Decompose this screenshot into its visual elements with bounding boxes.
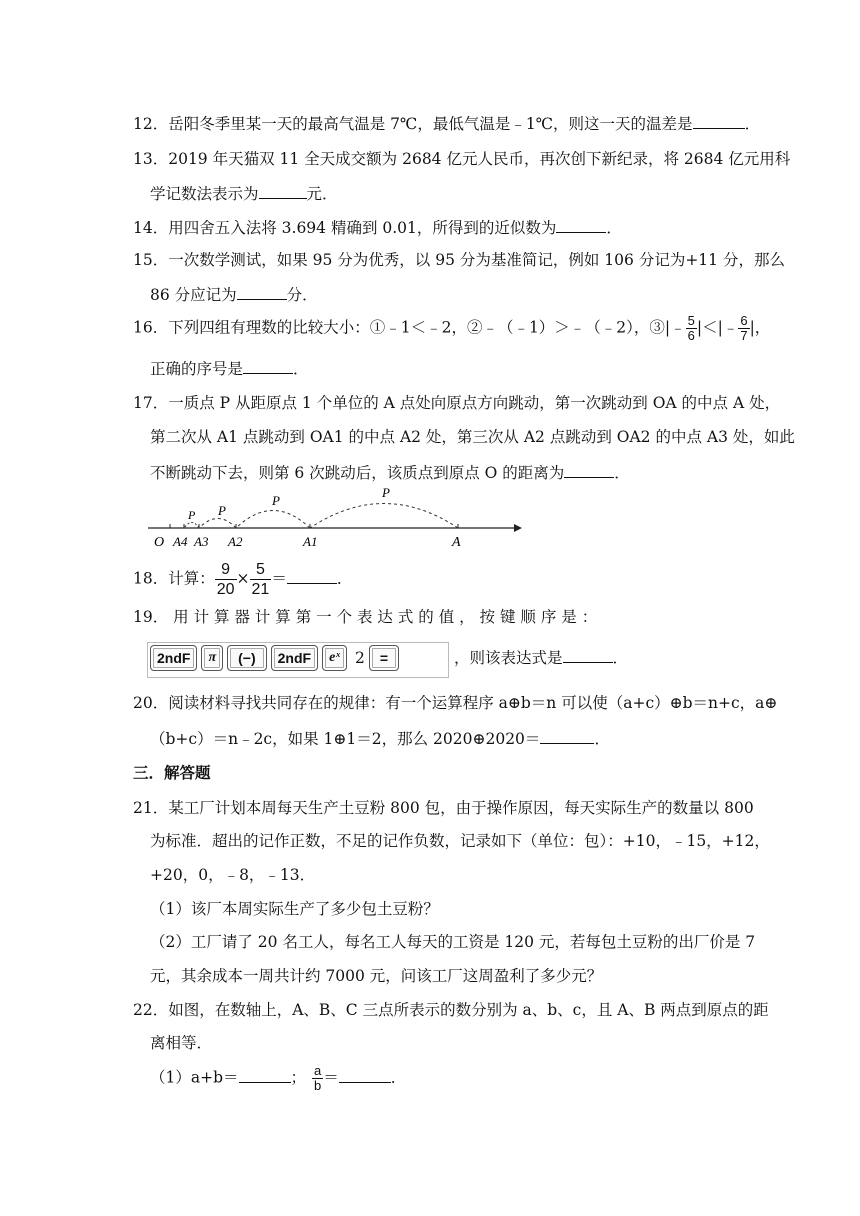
key-exp: eˣ	[322, 645, 347, 671]
q15-line1: 15．一次数学测试，如果 95 分为优秀，以 95 分为基准简记，例如 106 分记为+11 分，那么	[133, 251, 785, 269]
q21-sub2-line2: 元，其余成本一周共计约 7000 元，问该工厂这周盈利了多少元？	[150, 967, 603, 985]
q21-sub2-line1: （2）工厂请了 20 名工人，每名工人每天的工资是 120 元，若每包土豆粉的出厂价是 7	[150, 933, 756, 951]
fraction-a-b: $\frac{a}{b}$	[314, 1063, 322, 1093]
answer-blank	[540, 727, 594, 744]
q18: 18．计算： $\frac{9}{20}$ × $\frac{5}{21}$ ＝ ．	[133, 561, 353, 598]
q21-line2: 为标准．超出的记作正数，不足的记作负数，记录如下（单位：包）：+10，﹣15，+12，	[150, 832, 770, 850]
number-line-figure	[148, 483, 524, 555]
section-heading: 三．解答题	[133, 765, 211, 782]
label-a4: A4	[173, 534, 188, 549]
label-a3: A3	[194, 534, 209, 549]
calculator-key-sequence	[147, 642, 449, 678]
axis-arrow-icon	[514, 524, 522, 532]
jump-arc-3	[199, 519, 236, 529]
q21-line1: 21．某工厂计划本周每天生产土豆粉 800 包，由于操作原因，每天实际生产的数量以 800	[133, 799, 754, 817]
fraction-6-7: $\frac{6}{7}$	[740, 313, 748, 343]
answer-blank	[693, 112, 745, 129]
key-equals: =	[369, 645, 399, 671]
key-digit: 2	[355, 649, 365, 667]
answer-blank	[563, 646, 613, 663]
label-p-4: P	[188, 508, 196, 522]
q12: 12．岳阳冬季里某一天的最高气温是 7℃，最低气温是﹣1℃，则这一天的温差是 ．	[133, 112, 760, 134]
fraction-5-21: $\frac{5}{21}$	[251, 561, 270, 598]
label-p-3: P	[218, 503, 226, 518]
jump-arc-1	[310, 504, 458, 529]
jump-arc-4	[184, 523, 199, 529]
q17-line2: 第二次从 A1 点跳动到 OA1 的中点 A2 处，第三次从 A2 点跳动到 OA2 的中点 A3 处，如此	[150, 428, 795, 446]
answer-blank	[287, 567, 337, 584]
label-o: O	[154, 535, 165, 550]
key-negative: (−)	[227, 645, 267, 671]
q17-line1: 17．一质点 P 从距原点 1 个单位的 A 点处向原点方向跳动，第一次跳动到 OA 的中点 A 处，	[133, 394, 781, 412]
answer-blank	[339, 1066, 391, 1083]
q17-line3: 不断跳动下去，则第 6 次跳动后，该质点到原点 O 的距离为 ．	[150, 461, 630, 483]
label-a: A	[452, 535, 461, 550]
answer-blank	[556, 216, 606, 233]
answer-blank	[564, 461, 614, 478]
q21-sub1: （1）该厂本周实际生产了多少包土豆粉？	[150, 900, 439, 918]
q13-line2: 学记数法表示为 元．	[150, 182, 338, 204]
fraction-5-6: $\frac{5}{6}$	[687, 313, 695, 343]
answer-blank	[239, 1066, 291, 1083]
q21-line3: +20，0，﹣8，﹣13．	[150, 866, 316, 884]
q22-line2: 离相等．	[150, 1034, 213, 1052]
key-2ndf: 2ndF	[150, 645, 197, 671]
key-2ndf-second: 2ndF	[271, 645, 318, 671]
q14: 14．用四舍五入法将 3.694 精确到 0.01，所得到的近似数为 ．	[133, 216, 622, 238]
label-a1: A1	[303, 534, 318, 549]
q13-line1: 13．2019 年天猫双 11 全天成交额为 2684 亿元人民币，再次创下新纪录，将 2684 亿元用科	[133, 150, 791, 168]
label-a2: A2	[228, 534, 243, 549]
q22-line1: 22．如图，在数轴上，A、B、C 三点所表示的数分别为 a、b、c，且 A、B 两点到原点的距	[133, 1001, 769, 1019]
jump-arc-2	[236, 511, 310, 529]
answer-blank	[237, 283, 287, 300]
q19-after: ，则该表达式是 ．	[454, 646, 628, 668]
q16-line2: 正确的序号是 ．	[150, 357, 309, 379]
key-pi: π	[201, 645, 223, 671]
fraction-9-20: $\frac{9}{20}$	[216, 561, 235, 598]
q20-line2: （b+c）＝n﹣2c，如果 1⊕1＝2，那么 2020⊕2020＝ ．	[150, 727, 610, 749]
q15-line2: 86 分应记为 分．	[150, 283, 318, 305]
label-p-1: P	[382, 485, 390, 500]
q19-line1: 19． 用 计 算 器 计 算 第 一 个 表 达 式 的 值 ， 按 键 顺 序 是 ：	[133, 608, 598, 626]
q22-sub1: （1）a+b＝ ； $\frac{a}{b}$ ＝ ．	[150, 1063, 407, 1093]
q20-line1: 20．阅读材料寻找共同存在的规律：有一个运算程序 a⊕b＝n 可以使（a+c）⊕b＝n+c，a⊕	[133, 694, 778, 712]
answer-blank	[243, 357, 293, 374]
label-p-2: P	[272, 493, 280, 508]
q16-line1: 16．下列四组有理数的比较大小：①﹣1＜﹣2，②﹣（﹣1）＞﹣（﹣2），③|﹣ $\frac{5}{6}$ |＜|﹣ $\frac{6}{7}$ |，	[133, 313, 771, 343]
answer-blank	[259, 182, 307, 199]
